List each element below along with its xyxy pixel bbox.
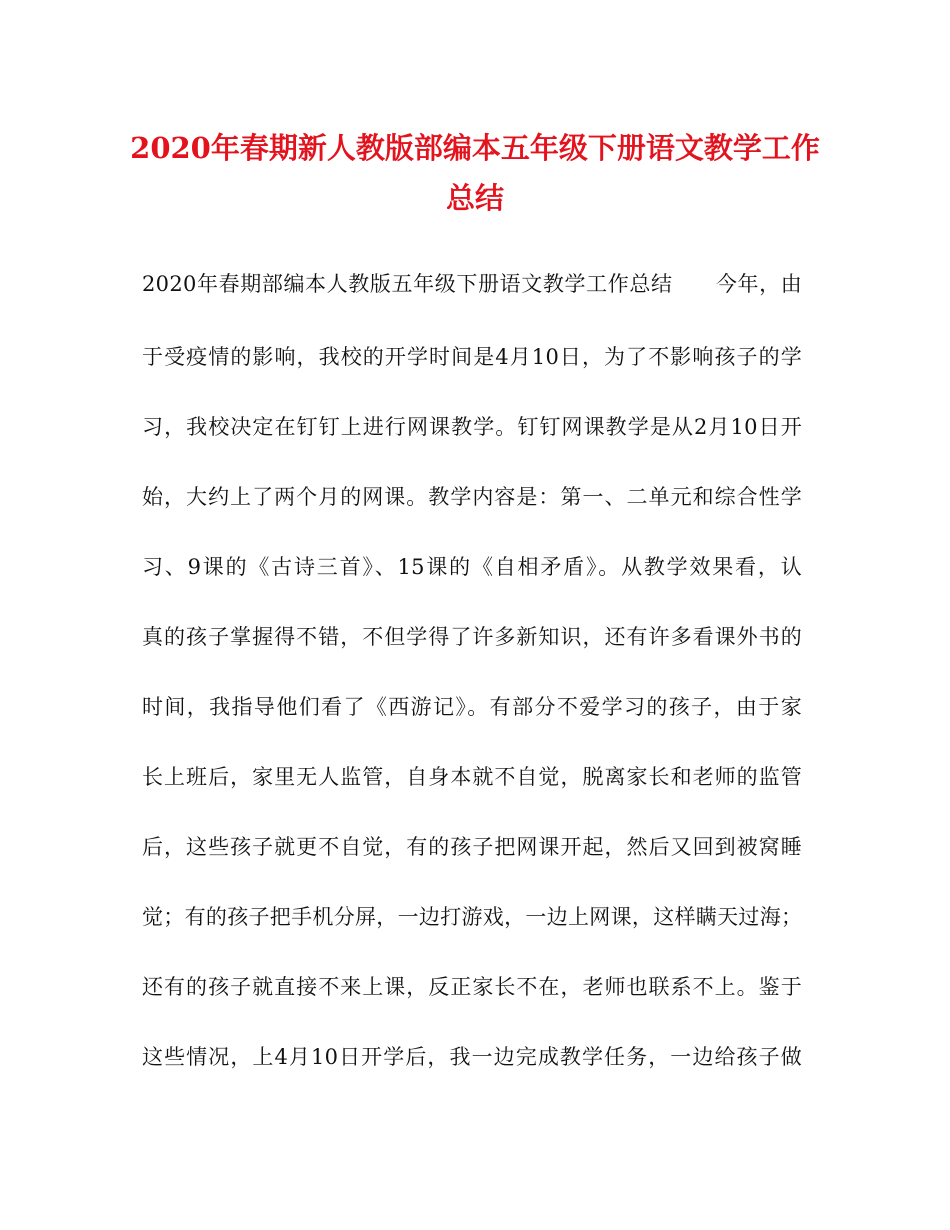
document-title-line-1: 2020年春期新人教版部编本五年级下册语文教学工作 [130, 131, 820, 165]
body-line: 后，这些孩子就更不自觉，有的孩子把网课开起，然后又回到被窝睡 [142, 835, 802, 859]
body-line: 还有的孩子就直接不来上课，反正家长不在，老师也联系不上。鉴于 [142, 975, 802, 999]
document-title-line-2: 总结 [445, 181, 504, 215]
body-line: 时间，我指导他们看了《西游记》。有部分不爱学习的孩子，由于家 [142, 695, 802, 719]
body-line: 觉；有的孩子把手机分屏，一边打游戏，一边上网课，这样瞒天过海； [142, 905, 803, 929]
body-line: 习、9课的《古诗三首》、15课的《自相矛盾》。从教学效果看，认 [142, 555, 802, 579]
body-line: 真的孩子掌握得不错，不但学得了许多新知识，还有许多看课外书的 [142, 625, 802, 649]
body-line: 这些情况，上4月10日开学后，我一边完成教学任务，一边给孩子做 [142, 1045, 802, 1069]
body-line: 2020年春期部编本人教版五年级下册语文教学工作总结 今年，由 [142, 272, 802, 296]
body-line: 习，我校决定在钉钉上进行网课教学。钉钉网课教学是从2月10日开 [142, 415, 802, 439]
body-line: 始，大约上了两个月的网课。教学内容是：第一、二单元和综合性学 [142, 485, 802, 509]
body-line: 长上班后，家里无人监管，自身本就不自觉，脱离家长和老师的监管 [142, 765, 802, 789]
body-line: 于受疫情的影响，我校的开学时间是4月10日，为了不影响孩子的学 [142, 345, 802, 369]
